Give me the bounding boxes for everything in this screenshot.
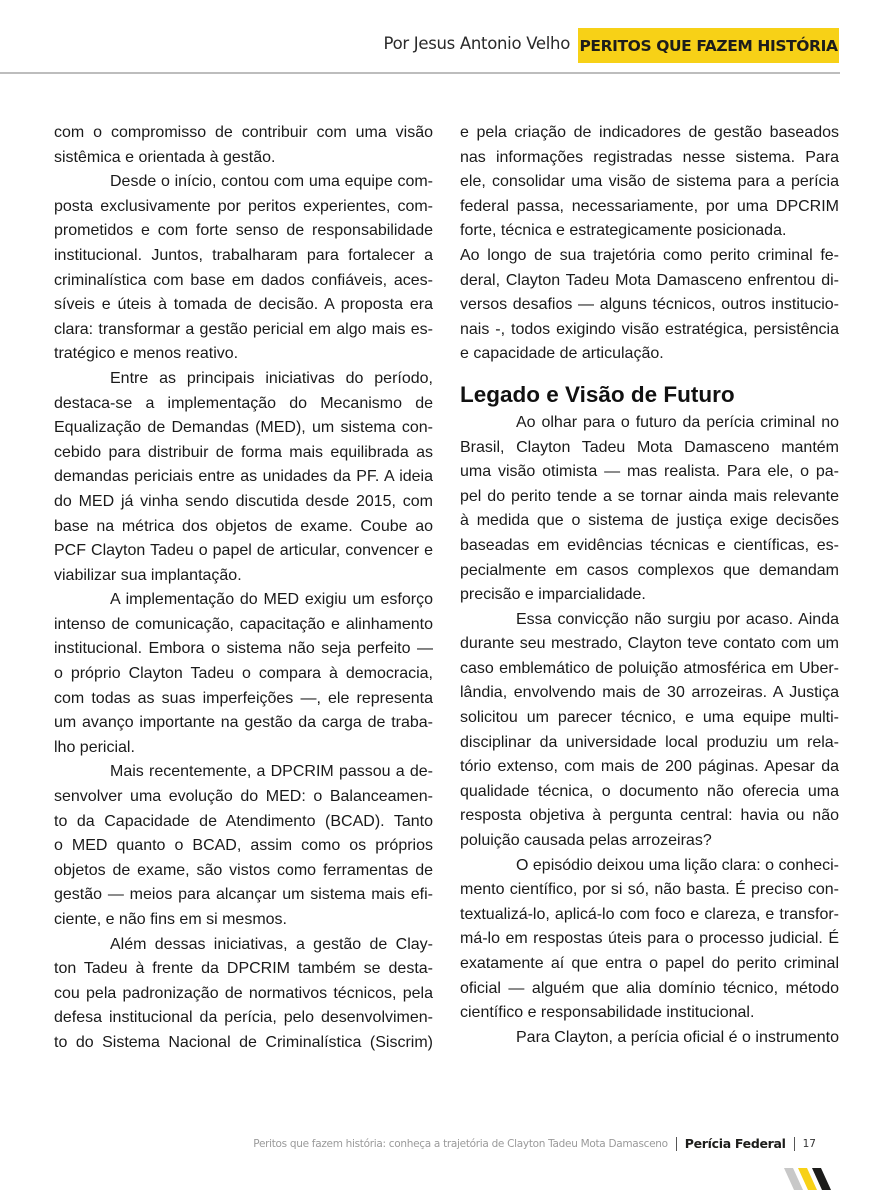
- text-line: clara: transformar a gestão pericial em algo mais es-: [54, 320, 433, 338]
- text-line: posta exclusivamente por peritos experientes, com-: [54, 197, 433, 215]
- text-line: prometidos e com forte senso de responsabilidade: [54, 222, 433, 240]
- page-number: 17: [802, 1137, 816, 1150]
- text-line: durante seu mestrado, Clayton teve contato com um: [460, 635, 839, 653]
- text-line: disciplinar da universidade local produziu um rela-: [460, 733, 839, 751]
- text-line: com todas as suas imperfeições —, ele representa: [54, 689, 433, 707]
- text-line: forte, técnica e estrategicamente posicionada.: [460, 222, 787, 240]
- text-line: solicitou um parecer técnico, e uma equipe multi-: [460, 709, 839, 727]
- text-line: lho pericial.: [54, 738, 135, 756]
- text-line: ciente, e não fins em si mesmos.: [54, 911, 287, 928]
- text-line: baseadas em evidências técnicas e científicas, es-: [460, 536, 839, 554]
- text-line: nas informações registradas nesse sistema. Para: [460, 148, 839, 166]
- text-line: e capacidade de articulação.: [460, 345, 664, 363]
- right-column-intro: [460, 121, 839, 367]
- text-line: viabilizar sua implantação.: [54, 566, 242, 584]
- text-line: Além dessas iniciativas, a gestão de Clay-: [110, 935, 433, 953]
- section-badge: PERITOS QUE FAZEM HISTÓRIA: [578, 28, 839, 63]
- text-line: sistêmica e orientada à gestão.: [54, 148, 276, 166]
- text-line: senvolver uma evolução do MED: o Balanceamen-: [54, 788, 433, 806]
- text-line: to da Capacidade de Atendimento (BCAD). Tanto: [54, 812, 433, 830]
- text-line: demandas periciais entre as unidades da PF. A ideia: [54, 468, 433, 486]
- text-line: síveis e úteis à tomada de decisão. A proposta era: [54, 296, 433, 314]
- header-divider: [0, 72, 840, 74]
- text-line: defesa institucional da perícia, pelo desenvolvimen-: [54, 1009, 433, 1027]
- stripes-logo-icon: [784, 1168, 834, 1190]
- text-line: oficial — alguém que alia domínio técnico, método: [460, 979, 839, 997]
- text-line: base na métrica dos objetos de exame. Coube ao: [54, 517, 433, 535]
- text-line: resposta objetiva à pergunta central: havia ou não: [460, 807, 839, 825]
- text-line: o MED quanto o BCAD, assim como os próprios: [54, 837, 433, 855]
- text-line: precisão e imparcialidade.: [460, 586, 646, 604]
- text-line: mento científico, por si só, não basta. É preciso con-: [460, 881, 839, 899]
- footer-separator: [794, 1137, 795, 1151]
- text-line: ele, consolidar uma visão de sistema para a perícia: [460, 173, 839, 191]
- text-line: to do Sistema Nacional de Criminalística (Siscrim): [54, 1033, 433, 1051]
- article-author: Por Jesus Antonio Velho: [383, 34, 570, 53]
- text-line: institucional. Embora o sistema não seja perfeito —: [54, 640, 433, 658]
- text-line: objetos de exame, são vistos como ferramentas de: [54, 861, 433, 879]
- text-line: Ao longo de sua trajetória como perito criminal fe-: [460, 246, 839, 264]
- footer-publication-name: Perícia Federal: [684, 1136, 786, 1151]
- text-line: Entre as principais iniciativas do período,: [110, 369, 433, 387]
- section-heading: Legado e Visão de Futuro: [460, 381, 735, 407]
- text-line: destaca-se a implementação do Mecanismo de: [54, 394, 433, 412]
- text-line: O episódio deixou uma lição clara: o conheci-: [516, 856, 839, 874]
- text-line: criminalística com base em dados confiáveis, aces-: [54, 271, 433, 289]
- text-line: um avanço importante na gestão da carga de traba-: [54, 714, 433, 732]
- text-line: pecialmente em casos complexos que demandam: [460, 561, 839, 579]
- text-line: nais -, todos exigindo visão estratégica, persistência: [460, 320, 839, 338]
- text-line: ton Tadeu à frente da DPCRIM também se desta-: [54, 960, 433, 978]
- page-footer: [253, 1136, 816, 1151]
- text-line: Para Clayton, a perícia oficial é o instrumento: [516, 1028, 839, 1046]
- text-line: o próprio Clayton Tadeu o compara à democracia,: [54, 665, 433, 683]
- text-line: Brasil, Clayton Tadeu Mota Damasceno mantém: [460, 438, 839, 456]
- text-line: exatamente aí que entra o papel do perito criminal: [460, 955, 839, 972]
- text-line: à medida que o sistema de justiça exige decisões: [460, 512, 839, 530]
- right-text-column: [460, 121, 839, 1050]
- text-line: do MED já vinha sendo discutida desde 2015, com: [54, 492, 433, 510]
- text-line: lândia, envolvendo mais de 30 arrozeiras. A Justiça: [460, 684, 839, 702]
- text-line: má-lo em respostas úteis para o processo judicial. É: [460, 930, 839, 948]
- right-column-body: [460, 411, 839, 1050]
- text-line: Ao olhar para o futuro da perícia criminal no: [516, 413, 839, 431]
- text-line: pel do perito tende a se tornar ainda mais relevante: [460, 487, 839, 505]
- text-line: PCF Clayton Tadeu o papel de articular, convencer e: [54, 542, 433, 560]
- text-line: e pela criação de indicadores de gestão baseados: [460, 124, 839, 141]
- text-line: textualizá-lo, aplicá-lo com foco e clareza, e transfor-: [460, 905, 839, 923]
- text-line: cebido para distribuir de forma mais equilibrada as: [54, 443, 433, 461]
- text-line: tório extenso, com mais de 200 páginas. Apesar da: [460, 758, 839, 776]
- text-line: tratégico e menos reativo.: [54, 345, 239, 363]
- text-line: gestão — meios para alcançar um sistema mais efi-: [54, 886, 433, 904]
- text-line: caso emblemático de poluição atmosférica em Uber-: [460, 659, 839, 677]
- text-line: com o compromisso de contribuir com uma visão: [54, 124, 433, 141]
- text-line: versos desafios — alguns técnicos, outros institucio-: [460, 296, 839, 314]
- footer-separator: [676, 1137, 677, 1151]
- text-line: cou pela padronização de normativos técnicos, pela: [54, 984, 433, 1002]
- text-line: Desde o início, contou com uma equipe com-: [110, 173, 433, 191]
- text-line: poluição causada pelas arrozeiras?: [460, 832, 712, 850]
- text-line: institucional. Juntos, trabalharam para fortalecer a: [54, 246, 433, 264]
- footer-running-title: Peritos que fazem história: conheça a trajetória de Clayton Tadeu Mota Damasceno: [253, 1137, 668, 1150]
- text-line: qualidade técnica, o documento não oferecia uma: [460, 782, 839, 800]
- text-line: federal passa, necessariamente, por uma DPCRIM: [460, 197, 839, 215]
- left-text-column: [54, 121, 433, 1056]
- text-line: científico e responsabilidade institucional.: [460, 1004, 755, 1022]
- text-line: Mais recentemente, a DPCRIM passou a de-: [110, 763, 433, 781]
- text-line: intenso de comunicação, capacitação e alinhamento: [54, 615, 433, 633]
- text-line: Equalização de Demandas (MED), um sistema con-: [54, 419, 433, 437]
- text-line: A implementação do MED exigiu um esforço: [110, 591, 433, 609]
- text-line: uma visão otimista — mas realista. Para ele, o pa-: [460, 463, 839, 481]
- text-line: Essa convicção não surgiu por acaso. Ainda: [516, 610, 839, 628]
- text-line: deral, Clayton Tadeu Mota Damasceno enfrentou di-: [460, 271, 839, 289]
